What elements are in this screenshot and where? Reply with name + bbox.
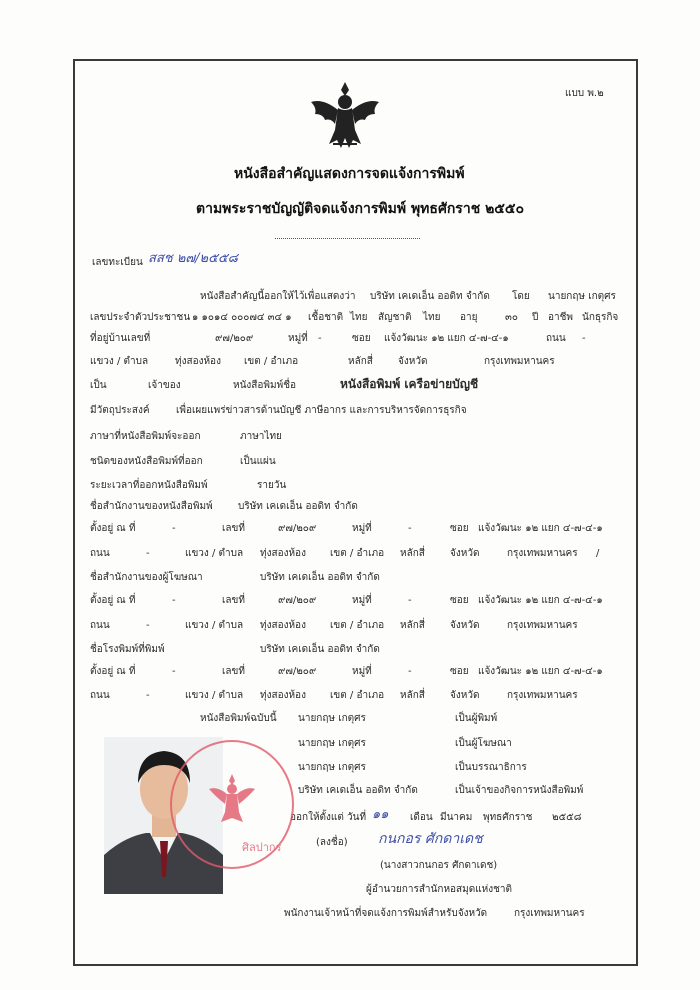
reg-label: เลขทะเบียน	[92, 257, 143, 268]
by-label: โดย	[512, 291, 530, 302]
nationality-label: สัญชาติ	[378, 312, 412, 323]
office-soi-label: ซอย	[450, 523, 469, 534]
adv-road-label: ถนน	[90, 620, 110, 631]
office-kh-label: เขต / อำเภอ	[330, 548, 385, 559]
age-label: อายุ	[460, 312, 478, 323]
office-label: ชื่อสำนักงานของหนังสือพิมพ์	[90, 501, 213, 512]
publication-label: หนังสือพิมพ์ชื่อ	[233, 380, 296, 391]
press-pv-label: จังหวัด	[450, 690, 480, 701]
nationality-value: ไทย	[423, 312, 441, 323]
office-kw-label: แขวง / ตำบล	[185, 548, 244, 559]
issued-month-label: เดือน	[410, 812, 433, 823]
adv-at-value: -	[172, 595, 176, 606]
press-no-value: ๙๗/๒๐๙	[278, 666, 317, 677]
advertiser-role: เป็นผู้โฆษณา	[455, 738, 512, 749]
role-value: เจ้าของ	[148, 380, 181, 391]
press-pv-value: กรุงเทพมหานคร	[507, 690, 578, 701]
office-road-label: ถนน	[90, 548, 110, 559]
garuda-emblem	[305, 78, 385, 158]
road-label: ถนน	[546, 333, 566, 344]
advertiser-label: ชื่อสำนักงานของผู้โฆษณา	[90, 572, 203, 583]
signature: กนกอร ศักดาเดช	[378, 831, 483, 847]
business-owner-name: บริษัท เคเดเอ็น ออดิท จำกัด	[298, 785, 418, 796]
press-kw-label: แขวง / ตำบล	[185, 690, 244, 701]
adv-road-value: -	[146, 620, 150, 631]
office-kh-value: หลักสี่	[400, 548, 425, 559]
issued-label: ออกให้ตั้งแต่ วันที่	[290, 812, 367, 823]
soi-value: แจ้งวัฒนะ ๑๒ แยก ๔-๗-๔-๑	[384, 333, 509, 344]
representative-name: นายกฤษ เกตุศร	[548, 291, 616, 302]
press-kh-value: หลักสี่	[400, 690, 425, 701]
moo-label: หมู่ที่	[288, 333, 308, 344]
office-soi-value: แจ้งวัฒนะ ๑๒ แยก ๔-๗-๔-๑	[478, 523, 603, 534]
kind-label: ชนิดของหนังสือพิมพ์ที่ออก	[90, 456, 203, 467]
office-moo-label: หมู่ที่	[352, 523, 372, 534]
office-pv-label: จังหวัด	[450, 548, 480, 559]
khwaeng-label: แขวง / ตำบล	[90, 356, 149, 367]
intro-text: หนังสือสำคัญนี้ออกให้ไว้เพื่อแสดงว่า	[200, 291, 356, 302]
issued-month: มีนาคม	[440, 812, 473, 823]
business-owner-role: เป็นเจ้าของกิจการหนังสือพิมพ์	[455, 785, 584, 796]
press-moo-label: หมู่ที่	[352, 666, 372, 677]
printer-name: นายกฤษ เกตุศร	[298, 713, 366, 724]
owner-name: บริษัท เคเดเอ็น ออดิท จำกัด	[370, 291, 490, 302]
moo-value: -	[318, 333, 322, 344]
office-moo-value: -	[408, 523, 412, 534]
press-soi-value: แจ้งวัฒนะ ๑๒ แยก ๔-๗-๔-๑	[478, 666, 603, 677]
adv-moo-value: -	[408, 595, 412, 606]
press-kw-value: ทุ่งสองห้อง	[260, 690, 306, 701]
issued-year: ๒๕๕๘	[552, 812, 582, 823]
adv-pv-label: จังหวัด	[450, 620, 480, 631]
signer-name: (นางสาวกนกอร ศักดาเดช)	[380, 860, 498, 871]
occupation-label: อาชีพ	[548, 312, 573, 323]
officer-position: พนักงานเจ้าหน้าที่จดแจ้งการพิมพ์สำหรับจังหวัด	[284, 908, 488, 919]
publication-name: หนังสือพิมพ์ เครือข่ายบัญชี	[340, 377, 479, 391]
reg-value: สสช ๒๗/๒๕๕๘	[148, 251, 238, 266]
office-no-value: ๙๗/๒๐๙	[278, 523, 317, 534]
khwaeng-value: ทุ่งสองห้อง	[175, 356, 221, 367]
purpose-label: มีวัตถุประสงค์	[90, 405, 150, 416]
issued-day: ๑๑	[372, 807, 389, 822]
adv-kh-value: หลักสี่	[400, 620, 425, 631]
age-unit: ปี	[532, 312, 539, 323]
office-at-value: -	[172, 523, 176, 534]
khet-value: หลักสี่	[348, 356, 373, 367]
advertiser-value: บริษัท เคเดเอ็น ออดิท จำกัด	[260, 572, 380, 583]
house-label: ที่อยู่บ้านเลขที่	[90, 333, 151, 344]
seal-text: ศิลปากร	[242, 841, 282, 854]
press-soi-label: ซอย	[450, 666, 469, 677]
office-value: บริษัท เคเดเอ็น ออดิท จำกัด	[238, 501, 358, 512]
press-value: บริษัท เคเดเอ็น ออดิท จำกัด	[260, 644, 380, 655]
editor-name: นายกฤษ เกตุศร	[298, 762, 366, 773]
office-road-value: -	[146, 548, 150, 559]
signer-position: ผู้อำนวยการสำนักหอสมุดแห่งชาติ	[366, 884, 513, 895]
official-seal	[170, 740, 294, 869]
province-value: กรุงเทพมหานคร	[484, 356, 555, 367]
press-at-label: ตั้งอยู่ ณ ที่	[90, 666, 136, 677]
roles-intro: หนังสือพิมพ์ฉบับนี้	[200, 713, 277, 724]
issued-year-label: พุทธศักราช	[483, 812, 533, 823]
advertiser-name: นายกฤษ เกตุศร	[298, 738, 366, 749]
office-no-label: เลขที่	[222, 523, 245, 534]
road-value: -	[582, 333, 586, 344]
language-label: ภาษาที่หนังสือพิมพ์จะออก	[90, 431, 201, 442]
press-kh-label: เขต / อำเภอ	[330, 690, 385, 701]
adv-moo-label: หมู่ที่	[352, 595, 372, 606]
adv-kh-label: เขต / อำเภอ	[330, 620, 385, 631]
soi-label: ซอย	[352, 333, 371, 344]
race-label: เชื้อชาติ	[308, 312, 344, 323]
province-label: จังหวัด	[398, 356, 428, 367]
race-value: ไทย	[350, 312, 368, 323]
press-road-label: ถนน	[90, 690, 110, 701]
press-label: ชื่อโรงพิมพ์ที่พิมพ์	[90, 644, 165, 655]
adv-no-value: ๙๗/๒๐๙	[278, 595, 317, 606]
purpose-value: เพื่อเผยแพร่ข่าวสารด้านบัญชี ภาษีอากร และการบริหารจัดการธุรกิจ	[176, 405, 467, 416]
office-kw-value: ทุ่งสองห้อง	[260, 548, 306, 559]
adv-no-label: เลขที่	[222, 595, 245, 606]
editor-role: เป็นบรรณาธิการ	[455, 762, 527, 773]
adv-pv-value: กรุงเทพมหานคร	[507, 620, 578, 631]
period-value: รายวัน	[257, 480, 287, 491]
office-at-label: ตั้งอยู่ ณ ที่	[90, 523, 136, 534]
adv-kw-value: ทุ่งสองห้อง	[260, 620, 306, 631]
press-at-value: -	[172, 666, 176, 677]
form-code: แบบ พ.๒	[565, 88, 604, 99]
office-pv-value: กรุงเทพมหานคร	[507, 548, 578, 559]
press-road-value: -	[146, 690, 150, 701]
occupation-value: นักธุรกิจ	[582, 312, 619, 323]
title-divider	[275, 238, 420, 239]
period-label: ระยะเวลาที่ออกหนังสือพิมพ์	[90, 480, 208, 491]
adv-soi-label: ซอย	[450, 595, 469, 606]
press-no-label: เลขที่	[222, 666, 245, 677]
as-label: เป็น	[90, 380, 107, 391]
id-value: ๑ ๑๐๑๔ ๐๐๐๗๔ ๓๔ ๑	[192, 312, 292, 323]
title-line2: ตามพระราชบัญญัติจดแจ้งการพิมพ์ พุทธศักราช ๒๕๕๐	[196, 201, 525, 217]
kind-value: เป็นแผ่น	[240, 456, 276, 467]
adv-at-label: ตั้งอยู่ ณ ที่	[90, 595, 136, 606]
sign-label: (ลงชื่อ)	[316, 837, 348, 848]
office-slash: /	[596, 548, 600, 559]
officer-province: กรุงเทพมหานคร	[514, 908, 585, 919]
house-value: ๙๗/๒๐๙	[215, 333, 254, 344]
khet-label: เขต / อำเภอ	[244, 356, 299, 367]
printer-role: เป็นผู้พิมพ์	[455, 713, 498, 724]
title-line1: หนังสือสำคัญแสดงการจดแจ้งการพิมพ์	[234, 166, 465, 182]
press-moo-value: -	[408, 666, 412, 677]
adv-soi-value: แจ้งวัฒนะ ๑๒ แยก ๔-๗-๔-๑	[478, 595, 603, 606]
adv-kw-label: แขวง / ตำบล	[185, 620, 244, 631]
id-label: เลขประจำตัวประชาชน	[90, 312, 191, 323]
age-value: ๓๐	[505, 312, 518, 323]
language-value: ภาษาไทย	[240, 431, 282, 442]
